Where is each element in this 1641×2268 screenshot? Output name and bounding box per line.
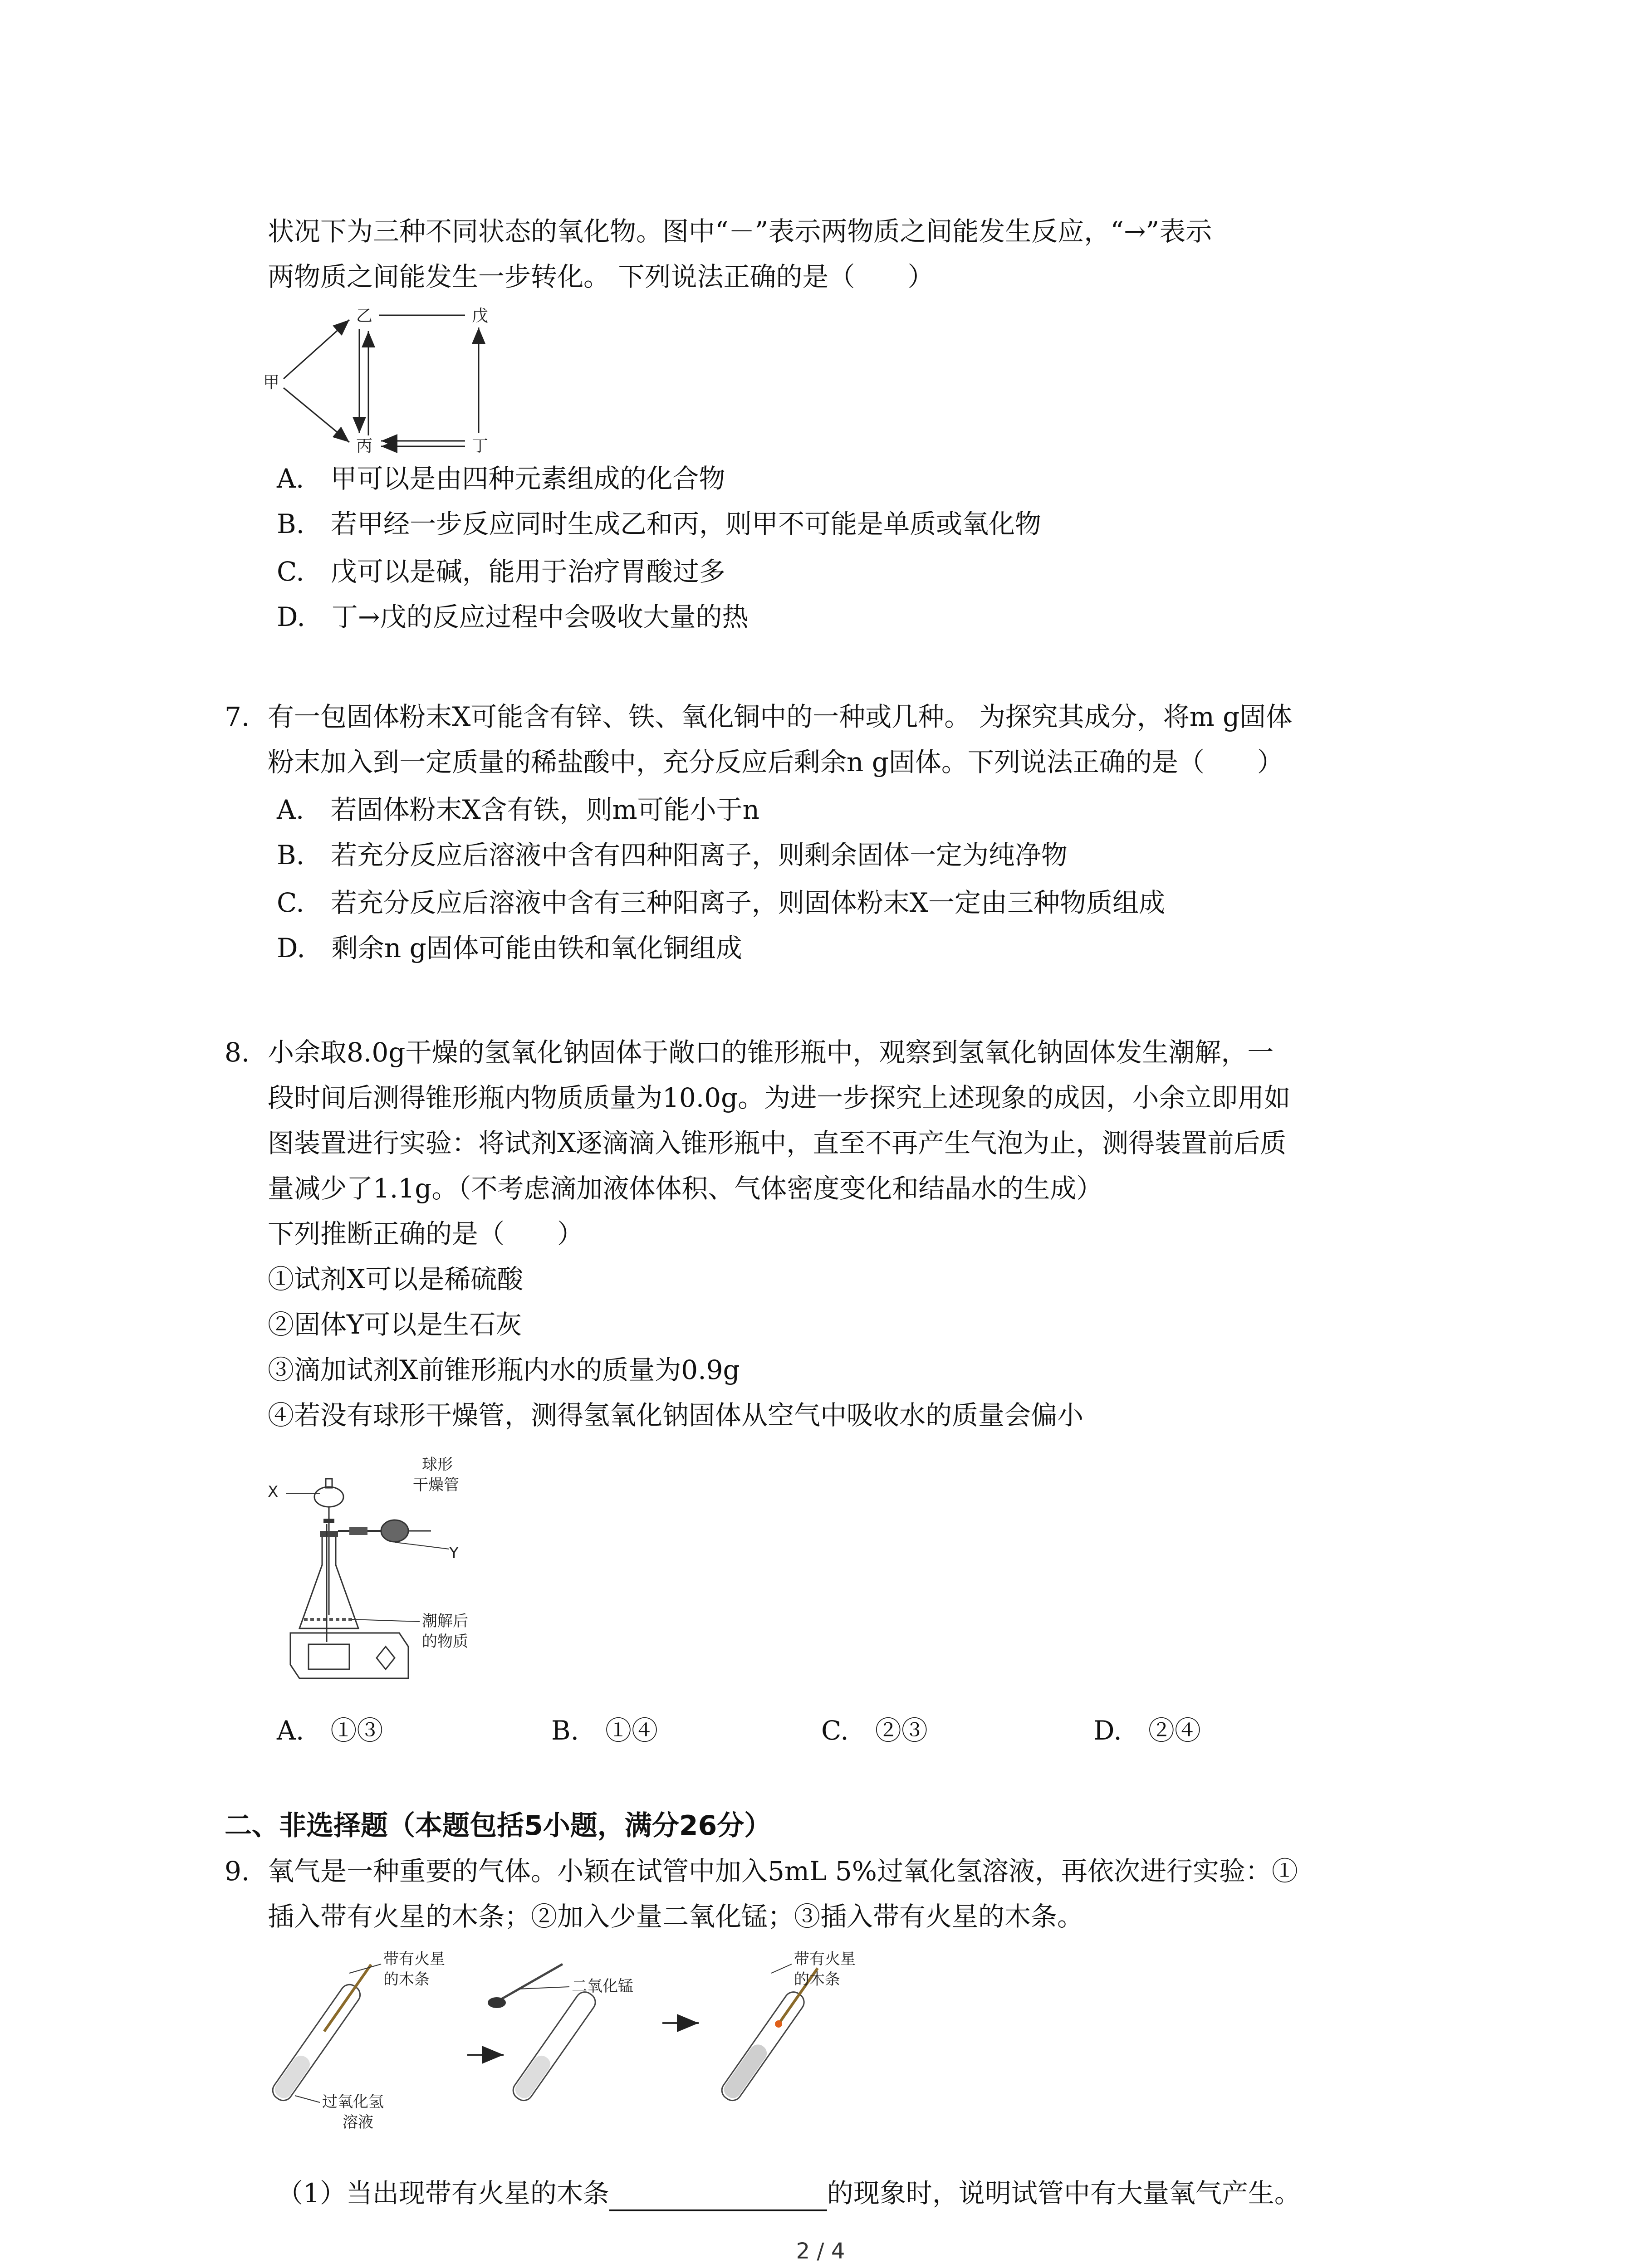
label-y: Y	[449, 1544, 459, 1562]
q8-text-line1: 小余取8.0g干燥的氢氧化钠固体于敞口的锥形瓶中，观察到氢氧化钠固体发生潮解，一	[268, 1037, 1274, 1068]
splint-label1a: 带有火星	[383, 1950, 445, 1968]
q8-statement-4: ④若没有球形干燥管，测得氢氧化钠固体从空气中吸收水的质量会偏小	[268, 1400, 1084, 1431]
q7-text-line1: 有一包固体粉末X可能含有锌、铁、氧化铜中的一种或几种。 为探究其成分，将m g固体	[268, 701, 1293, 732]
page-number: 2 / 4	[796, 2239, 845, 2264]
q6-option-b: B. 若甲经一步反应同时生成乙和丙，则甲不可能是单质或氧化物	[277, 508, 1042, 539]
q8-text-line4: 量减少了1.1g。（不考虑滴加液体体积、气体密度变化和结晶水的生成）	[268, 1173, 1103, 1204]
mno2-label: 二氧化锰	[572, 1977, 633, 1995]
q8-text-line2: 段时间后测得锥形瓶内物质质量为10.0g。为进一步探究上述现象的成因，小余立即用如	[268, 1082, 1291, 1113]
q8-option-c: C. ②③	[821, 1715, 928, 1746]
q6-text-line2: 两物质之间能发生一步转化。 下列说法正确的是（ ）	[268, 261, 934, 292]
node-yi: 乙	[356, 307, 373, 325]
node-wu: 戊	[472, 307, 489, 325]
q6-text-line1: 状况下为三种不同状态的氧化物。图中“－”表示两物质之间能发生反应，“→”表示	[268, 216, 1212, 247]
q6-option-a: A. 甲可以是由四种元素组成的化合物	[277, 463, 725, 494]
label-sub1: 潮解后	[422, 1612, 468, 1630]
h2o2-label-a: 过氧化氢	[322, 2093, 384, 2111]
label-tube1: 球形	[422, 1456, 453, 1474]
q8-statement-2: ②固体Y可以是生石灰	[268, 1309, 522, 1340]
q6-option-c: C. 戊可以是碱，能用于治疗胃酸过多	[277, 556, 725, 587]
q8-option-a: A. ①③	[277, 1715, 383, 1746]
q6-option-d: D. 丁→戊的反应过程中会吸收大量的热	[277, 601, 749, 632]
node-bing: 丙	[356, 437, 373, 455]
q9-sub1-suffix: 的现象时，说明试管中有大量氧气产生。	[827, 2178, 1301, 2209]
q7-text-line2: 粉末加入到一定质量的稀盐酸中，充分反应后剩余n g固体。下列说法正确的是（ ）	[268, 747, 1283, 777]
node-ding: 丁	[472, 437, 489, 455]
splint-label1b: 的木条	[383, 1970, 430, 1989]
q7-number: 7.	[225, 701, 250, 732]
splint-label2b: 的木条	[794, 1970, 840, 1989]
q7-option-a: A. 若固体粉末X含有铁，则m可能小于n	[277, 794, 759, 825]
section-heading: 二、非选择题（本题包括5小题，满分26分）	[225, 1810, 772, 1842]
q9-sub1-prefix: （1）当出现带有火星的木条	[277, 2178, 609, 2209]
q7-option-b: B. 若充分反应后溶液中含有四种阳离子，则剩余固体一定为纯净物	[277, 840, 1068, 870]
label-tube2: 干燥管	[413, 1476, 459, 1494]
q8-statement-1: ①试剂X可以是稀硫酸	[268, 1264, 524, 1295]
q7-option-c: C. 若充分反应后溶液中含有三种阳离子，则固体粉末X一定由三种物质组成	[277, 887, 1166, 918]
q8-text-line3: 图装置进行实验：将试剂X逐滴滴入锥形瓶中，直至不再产生气泡为止，测得装置前后质	[268, 1128, 1287, 1158]
q9-experiment-figure	[263, 1946, 880, 2159]
q9-number: 9.	[225, 1856, 250, 1887]
q9-subquestion-1	[277, 2175, 1301, 2211]
label-sub2: 的物质	[422, 1633, 468, 1651]
q9-text-line2: 插入带有火星的木条；②加入少量二氧化锰；③插入带有火星的木条。	[268, 1901, 1084, 1932]
splint-label2a: 带有火星	[794, 1950, 856, 1968]
h2o2-label-b: 溶液	[343, 2113, 373, 2131]
answer-blank[interactable]	[609, 2181, 827, 2211]
q8-option-b: B. ①④	[551, 1715, 658, 1746]
node-jia: 甲	[263, 373, 280, 392]
label-x: X	[268, 1483, 279, 1501]
q8-statement-3: ③滴加试剂X前锥形瓶内水的质量为0.9g	[268, 1354, 740, 1385]
q8-option-d: D. ②④	[1093, 1715, 1201, 1746]
q6-reaction-diagram	[254, 299, 535, 463]
q9-text-line1: 氧气是一种重要的气体。小颖在试管中加入5mL 5%过氧化氢溶液，再依次进行实验：①	[268, 1856, 1298, 1887]
q8-text-line5: 下列推断正确的是（ ）	[268, 1218, 584, 1249]
q8-apparatus-figure	[259, 1452, 513, 1706]
q7-option-d: D. 剩余n g固体可能由铁和氧化铜组成	[277, 933, 742, 963]
q8-number: 8.	[225, 1037, 250, 1068]
